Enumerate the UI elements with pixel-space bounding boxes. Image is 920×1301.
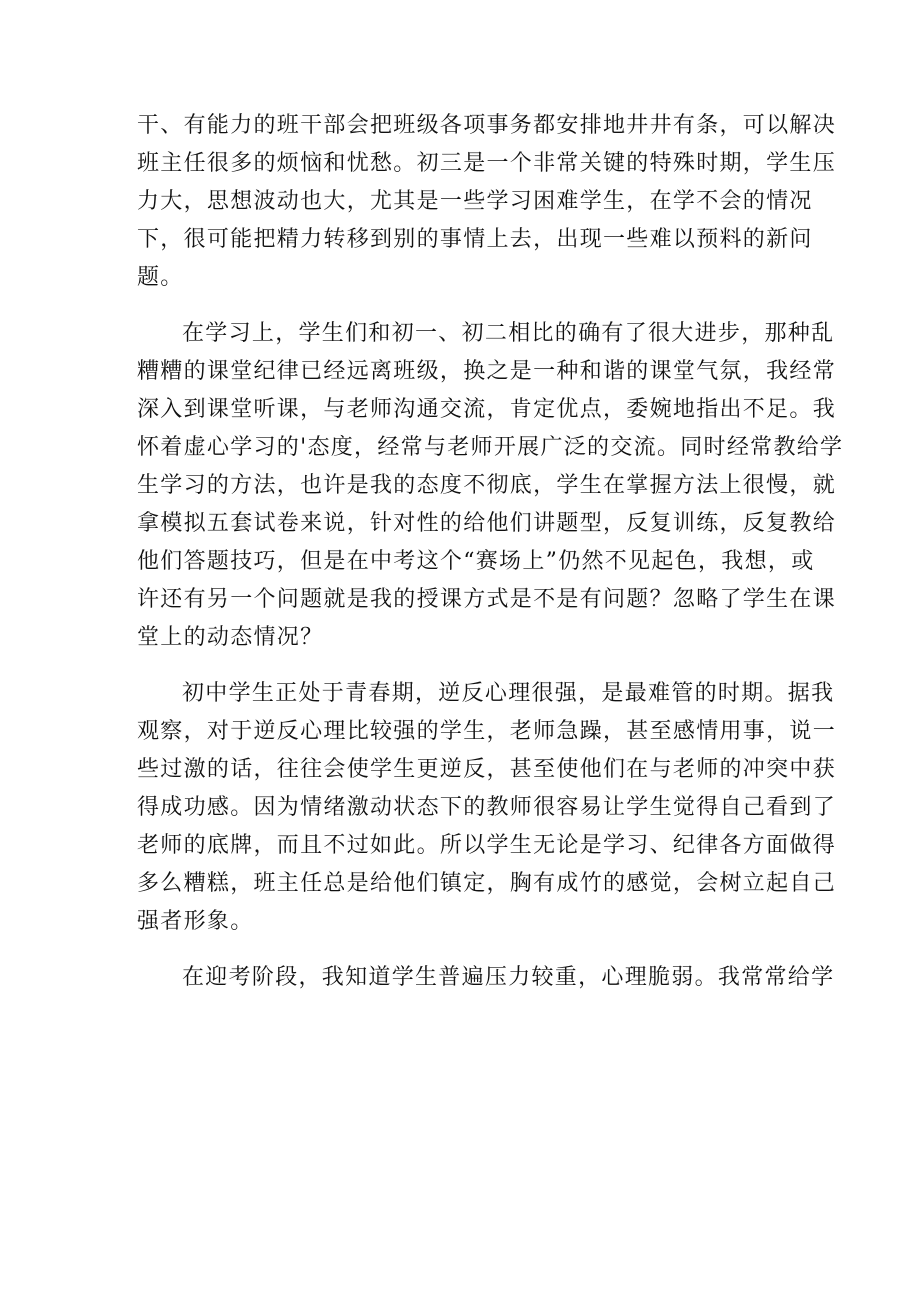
text-line: 强者形象。 xyxy=(137,909,254,934)
text-line: 他们答题技巧，但是在中考这个“赛场上”仍然不见起色，我想，或 xyxy=(137,549,815,574)
text-line: 拿模拟五套试卷来说，针对性的给他们讲题型，反复训练，反复教给 xyxy=(137,511,837,536)
paragraph-4 xyxy=(137,959,835,997)
text-line: 些过激的话，往往会使学生更逆反，甚至使他们在与老师的冲突中获 xyxy=(137,757,837,782)
text-line: 堂上的动态情况？ xyxy=(137,625,324,650)
text-line: 班主任很多的烦恼和忧愁。初三是一个非常关键的特殊时期，学生压 xyxy=(137,151,837,176)
text-line: 得成功感。因为情绪激动状态下的教师很容易让学生觉得自己看到了 xyxy=(137,795,837,820)
document-body xyxy=(137,107,844,1015)
text-line: 观察，对于逆反心理比较强的学生，老师急躁，甚至感情用事，说一 xyxy=(137,719,837,744)
text-line: 生学习的方法，也许是我的态度不彻底，学生在掌握方法上很慢，就 xyxy=(137,473,837,498)
paragraph-2 xyxy=(137,315,844,657)
text-line: 在学习上，学生们和初一、初二相比的确有了很大进步，那种乱 xyxy=(182,321,835,346)
text-line: 在迎考阶段，我知道学生普遍压力较重，心理脆弱。我常常给学 xyxy=(182,965,835,990)
text-line: 多么糟糕，班主任总是给他们镇定，胸有成竹的感觉，会树立起自己 xyxy=(137,871,837,896)
text-line: 深入到课堂听课，与老师沟通交流，肯定优点，委婉地指出不足。我 xyxy=(137,397,837,422)
paragraph-1 xyxy=(137,107,837,297)
text-line: 怀着虚心学习的'态度，经常与老师开展广泛的交流。同时经常教给学 xyxy=(137,435,844,460)
text-line: 干、有能力的班干部会把班级各项事务都安排地井井有条，可以解决 xyxy=(137,113,837,138)
text-line: 许还有另一个问题就是我的授课方式是不是有问题？忽略了学生在课 xyxy=(137,587,837,612)
text-line: 初中学生正处于青春期，逆反心理很强，是最难管的时期。据我 xyxy=(182,681,835,706)
text-line: 糟糟的课堂纪律已经远离班级，换之是一种和谐的课堂气氛，我经常 xyxy=(137,359,837,384)
text-line: 题。 xyxy=(137,265,184,290)
text-line: 力大，思想波动也大，尤其是一些学习困难学生，在学不会的情况 xyxy=(137,189,813,214)
text-line: 下，很可能把精力转移到别的事情上去，出现一些难以预料的新问 xyxy=(137,227,813,252)
text-line: 老师的底牌，而且不过如此。所以学生无论是学习、纪律各方面做得 xyxy=(137,833,837,858)
paragraph-3 xyxy=(137,675,837,941)
